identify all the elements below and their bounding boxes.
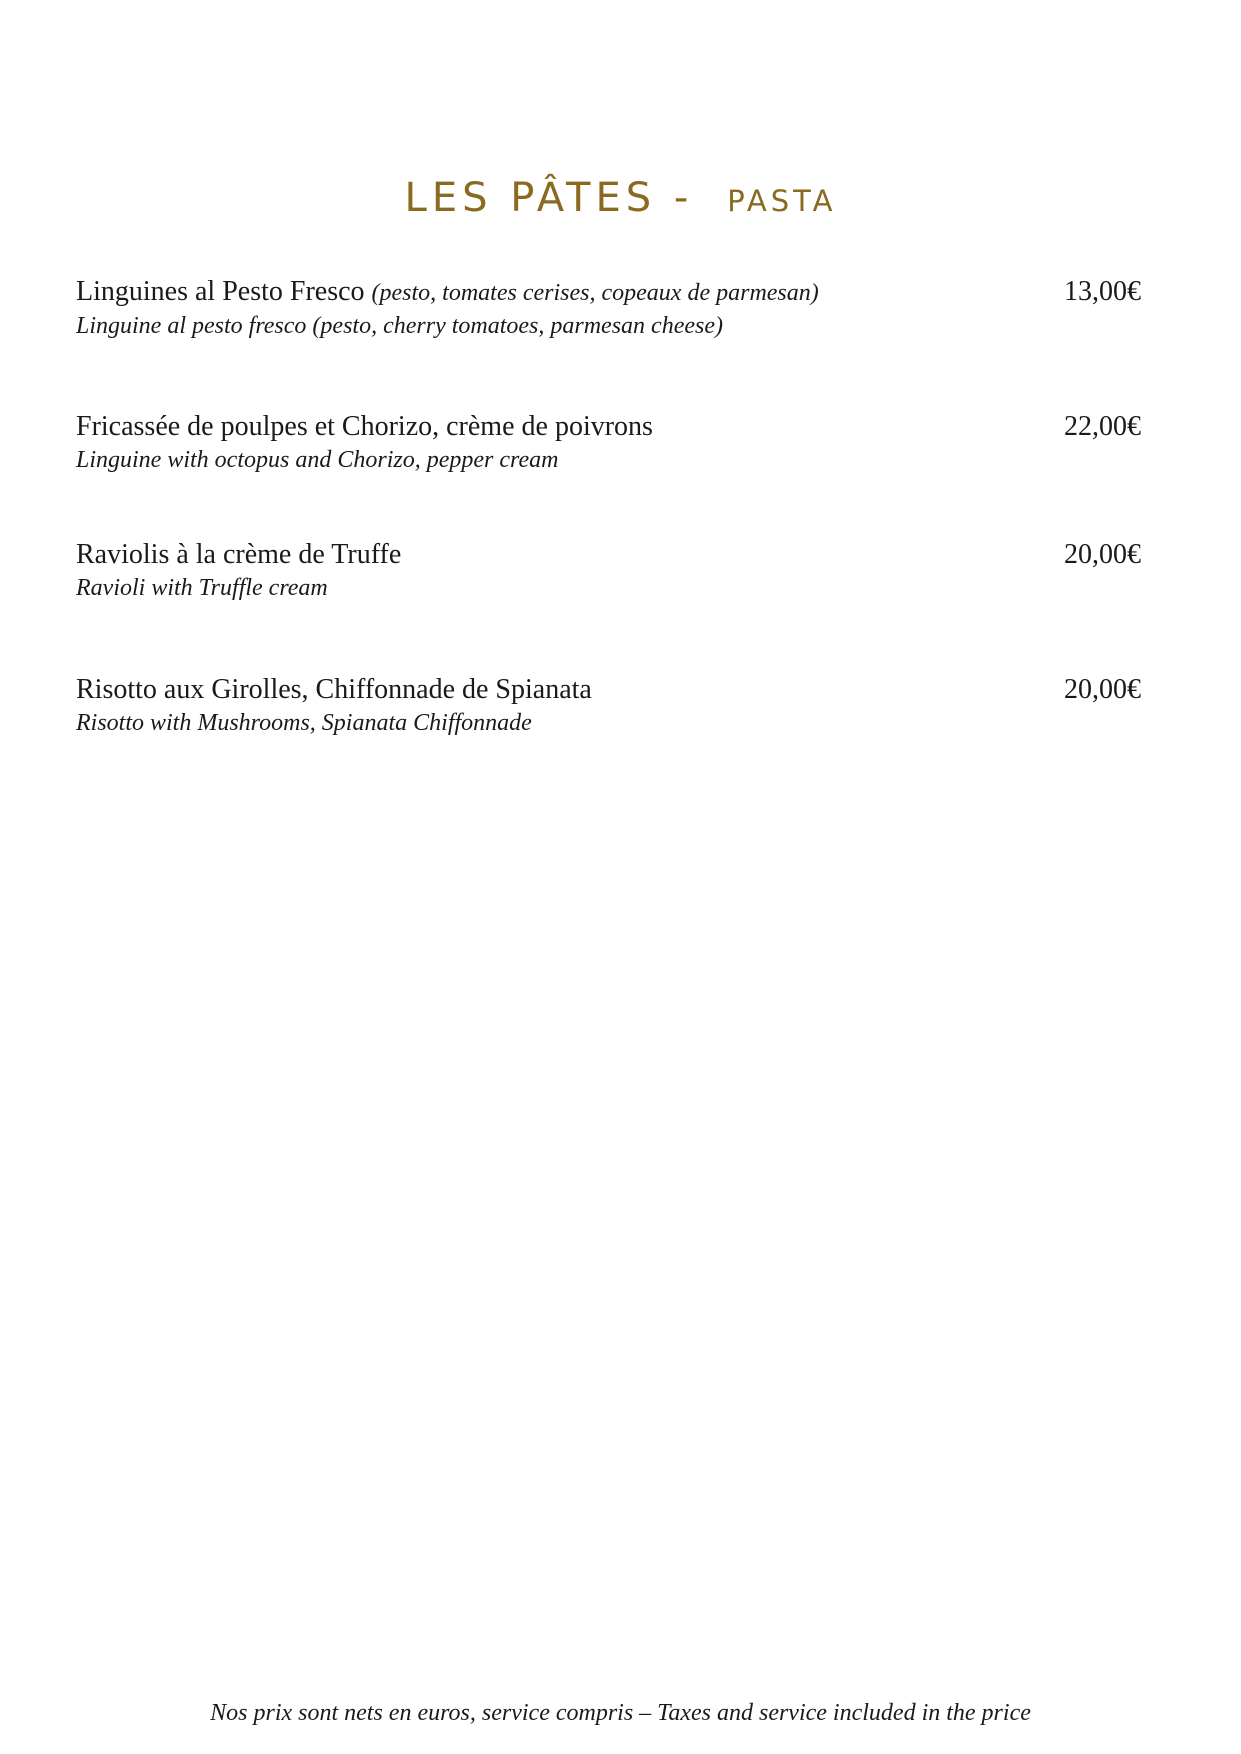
- item-name-line: [76, 673, 1141, 707]
- item-name-line: [76, 275, 1141, 310]
- title-french: LES PÂTES -: [404, 175, 694, 221]
- menu-item: [76, 538, 1141, 604]
- page-title: [0, 175, 1241, 221]
- item-name: Fricassée de poulpes et Chorizo, crème de poivrons: [76, 411, 653, 442]
- menu-item: [76, 673, 1141, 739]
- item-name: Raviolis à la crème de Truffe: [76, 539, 402, 570]
- item-name: Linguines al Pesto Fresco: [76, 276, 365, 307]
- menu-item: [76, 275, 1141, 342]
- item-description: Risotto with Mushrooms, Spianata Chiffonnade: [76, 710, 532, 736]
- item-description: Linguine al pesto fresco (pesto, cherry tomatoes, parmesan cheese): [76, 313, 723, 339]
- item-price: 20,00€: [1064, 674, 1141, 705]
- footer-note: Nos prix sont nets en euros, service compris – Taxes and service included in the price: [210, 1700, 1031, 1726]
- item-price: 13,00€: [1064, 276, 1141, 307]
- item-name: Risotto aux Girolles, Chiffonnade de Spianata: [76, 674, 592, 705]
- item-description: Linguine with octopus and Chorizo, pepper cream: [76, 447, 559, 473]
- item-price: 20,00€: [1064, 539, 1141, 570]
- item-name-line: [76, 538, 1141, 572]
- item-price: 22,00€: [1064, 411, 1141, 442]
- menu-item: [76, 410, 1141, 476]
- title-english: PASTA: [727, 184, 837, 218]
- item-name-line: [76, 410, 1141, 444]
- item-description: Ravioli with Truffle cream: [76, 575, 328, 601]
- item-note: (pesto, tomates cerises, copeaux de parmesan): [371, 280, 819, 306]
